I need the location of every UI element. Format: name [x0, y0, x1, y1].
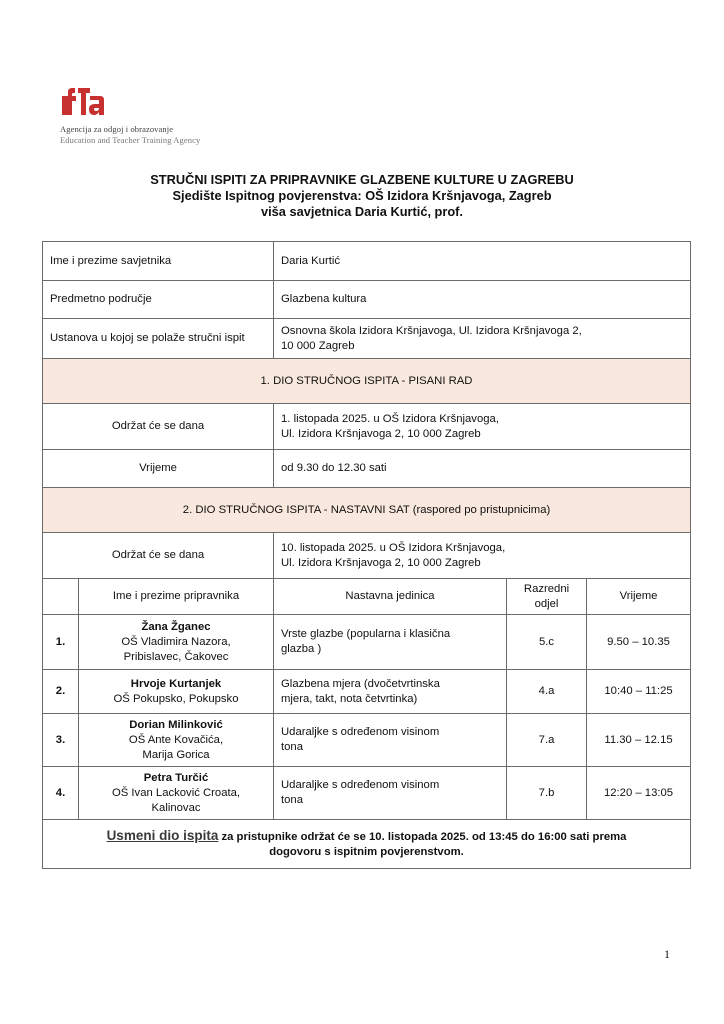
- unit-line1: Udaraljke s određenom visinom: [281, 779, 440, 791]
- unit-line2: glazba ): [281, 643, 322, 655]
- part2-date-line2: Ul. Izidora Kršnjavoga 2, 10 000 Zagreb: [281, 556, 481, 569]
- time-cell: 10:40 – 11:25: [587, 670, 691, 714]
- table-row: [43, 714, 691, 767]
- part1-time-label: Vrijeme: [43, 450, 274, 488]
- part1-title: 1. DIO STRUČNOG ISPITA - PISANI RAD: [43, 359, 691, 404]
- ettaedu-logo-icon: [60, 82, 106, 116]
- part2-title: 2. DIO STRUČNOG ISPITA - NASTAVNI SAT (raspored po pristupnicima): [43, 488, 691, 533]
- institution-label: Ustanova u kojoj se polaže stručni ispit: [43, 319, 274, 359]
- part1-date-line2: Ul. Izidora Kršnjavoga 2, 10 000 Zagreb: [281, 427, 481, 440]
- part1-date-value: [274, 404, 691, 450]
- candidate-school-line1: OŠ Ante Kovačića,: [128, 733, 224, 746]
- candidates-header-row: [43, 579, 691, 615]
- candidate-cell: [79, 714, 274, 767]
- table-row: [43, 670, 691, 714]
- time-cell: 12:20 – 13:05: [587, 767, 691, 820]
- oral-exam-text: za pristupnike održat će se 10. listopada 2025. od 13:45 do 16:00 sati prema: [218, 831, 627, 843]
- table-row: [43, 615, 691, 670]
- candidate-school-line1: OŠ Vladimira Nazora,: [121, 635, 231, 648]
- agency-logo: [60, 82, 250, 145]
- unit-line1: Glazbena mjera (dvočetvrtinska: [281, 677, 440, 690]
- unit-line1: Udaraljke s određenom visinom: [281, 726, 440, 738]
- part2-date-label: Održat će se dana: [43, 533, 274, 579]
- row-number: 2.: [43, 670, 79, 714]
- row-number: 3.: [43, 714, 79, 767]
- agency-name-hr: Agencija za odgoj i obrazovanje: [60, 124, 174, 134]
- agency-name-en: Education and Teacher Training Agency: [60, 135, 201, 145]
- unit-line2: tona: [281, 794, 304, 806]
- time-cell: 11.30 – 12.15: [587, 714, 691, 767]
- part2-date-value: [274, 533, 691, 579]
- subject-row: [43, 281, 691, 319]
- row-number: 1.: [43, 615, 79, 670]
- num-header: [43, 579, 79, 615]
- row-number: 4.: [43, 767, 79, 820]
- candidate-cell: [79, 767, 274, 820]
- candidate-cell: [79, 670, 274, 714]
- advisor-label: Ime i prezime savjetnika: [43, 242, 274, 281]
- oral-exam-cell: [43, 820, 691, 869]
- institution-line2: 10 000 Zagreb: [281, 339, 355, 352]
- advisor-row: [43, 242, 691, 281]
- unit-cell: [274, 767, 507, 820]
- name-header: Ime i prezime pripravnika: [79, 579, 274, 615]
- class-cell: 7.b: [507, 767, 587, 820]
- institution-line1: Osnovna škola Izidora Kršnjavoga, Ul. Izidora Kršnjavoga 2,: [281, 324, 582, 337]
- part1-date-row: [43, 404, 691, 450]
- candidate-name: Petra Turčić: [143, 771, 209, 784]
- unit-cell: [274, 615, 507, 670]
- oral-exam-label: Usmeni dio ispita: [106, 828, 219, 843]
- class-header-line2: odjel: [534, 597, 559, 610]
- class-cell: 5.c: [507, 615, 587, 670]
- part2-date-line1: 10. listopada 2025. u OŠ Izidora Kršnjavoga,: [281, 541, 506, 554]
- part1-header-row: [43, 359, 691, 404]
- candidate-name: Hrvoje Kurtanjek: [130, 677, 222, 690]
- institution-value: [274, 319, 691, 359]
- institution-row: [43, 319, 691, 359]
- unit-line2: mjera, takt, nota četvrtinka): [281, 692, 418, 705]
- unit-cell: [274, 670, 507, 714]
- advisor-value: Daria Kurtić: [274, 242, 691, 281]
- unit-cell: [274, 714, 507, 767]
- oral-exam-row: [43, 820, 691, 869]
- part2-header-row: [43, 488, 691, 533]
- candidate-name: Dorian Milinković: [129, 718, 223, 731]
- part1-date-line1: 1. listopada 2025. u OŠ Izidora Kršnjavoga,: [281, 412, 499, 425]
- time-header: Vrijeme: [587, 579, 691, 615]
- time-cell: 9.50 – 10.35: [587, 615, 691, 670]
- table-row: [43, 767, 691, 820]
- class-header: [507, 579, 587, 615]
- unit-line1: Vrste glazbe (popularna i klasična: [281, 628, 451, 640]
- part1-time-value: od 9.30 do 12.30 sati: [274, 450, 691, 488]
- class-cell: 4.a: [507, 670, 587, 714]
- exam-schedule-table: [42, 241, 691, 869]
- oral-exam-text2: dogovoru s ispitnim povjerenstvom.: [269, 846, 464, 858]
- class-header-line1: Razredni: [523, 582, 570, 595]
- heading-title: STRUČNI ISPITI ZA PRIPRAVNIKE GLAZBENE KULTURE U ZAGREBU: [150, 172, 574, 187]
- candidate-cell: [79, 615, 274, 670]
- oral-exam-line1: [50, 828, 683, 845]
- candidate-name: Žana Žganec: [141, 620, 211, 633]
- document-heading: [0, 172, 724, 220]
- unit-line2: tona: [281, 741, 304, 753]
- candidate-school-line2: Pribislavec, Čakovec: [123, 650, 229, 663]
- candidate-school-line1: OŠ Pokupsko, Pokupsko: [113, 692, 239, 705]
- part2-date-row: [43, 533, 691, 579]
- part1-time-row: [43, 450, 691, 488]
- page-number: 1: [664, 947, 670, 961]
- heading-seat: Sjedište Ispitnog povjerenstva: OŠ Izidora Kršnjavoga, Zagreb: [172, 188, 552, 203]
- subject-label: Predmetno područje: [43, 281, 274, 319]
- candidate-school-line2: Marija Gorica: [142, 748, 210, 761]
- part1-date-label: Održat će se dana: [43, 404, 274, 450]
- candidate-school-line2: Kalinovac: [151, 801, 201, 814]
- class-cell: 7.a: [507, 714, 587, 767]
- unit-header: Nastavna jedinica: [274, 579, 507, 615]
- candidate-school-line1: OŠ Ivan Lacković Croata,: [111, 786, 241, 799]
- heading-advisor: viša savjetnica Daria Kurtić, prof.: [261, 204, 463, 219]
- subject-value: Glazbena kultura: [274, 281, 691, 319]
